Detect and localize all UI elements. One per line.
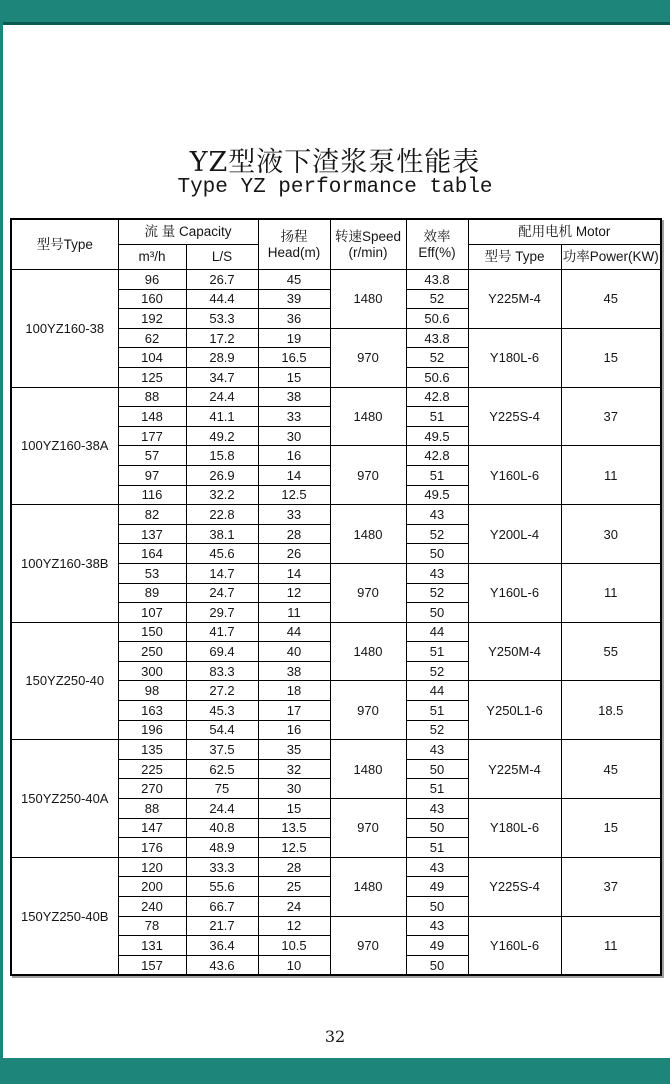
capacity-ls-cell: 41.7: [186, 622, 258, 642]
capacity-m3h-cell: 176: [118, 838, 186, 858]
capacity-m3h-cell: 96: [118, 270, 186, 290]
head-cell: 33: [258, 407, 330, 427]
header-capacity-ls: L/S: [186, 245, 258, 270]
model-cell: 100YZ160-38A: [11, 387, 118, 505]
capacity-m3h-cell: 135: [118, 740, 186, 760]
capacity-m3h-cell: 88: [118, 799, 186, 819]
bottom-border-band: [0, 1058, 670, 1084]
head-cell: 11: [258, 603, 330, 623]
motor-power-cell: 18.5: [561, 681, 661, 740]
eff-cell: 51: [406, 465, 468, 485]
page-number: 32: [324, 1027, 346, 1046]
head-cell: 33: [258, 505, 330, 525]
head-cell: 19: [258, 328, 330, 348]
eff-cell: 51: [406, 407, 468, 427]
speed-cell: 970: [330, 916, 406, 975]
speed-cell: 1480: [330, 857, 406, 916]
header-motor-power: 功率Power(KW): [561, 245, 661, 270]
motor-power-cell: 11: [561, 563, 661, 622]
capacity-m3h-cell: 53: [118, 563, 186, 583]
header-head-line1: 扬程: [280, 228, 308, 244]
head-cell: 18: [258, 681, 330, 701]
capacity-ls-cell: 14.7: [186, 563, 258, 583]
head-cell: 38: [258, 661, 330, 681]
header-row-1: [11, 219, 661, 245]
capacity-ls-cell: 29.7: [186, 603, 258, 623]
eff-cell: 50: [406, 818, 468, 838]
table-row: [11, 270, 661, 290]
capacity-ls-cell: 24.7: [186, 583, 258, 603]
motor-power-cell: 15: [561, 328, 661, 387]
capacity-m3h-cell: 163: [118, 701, 186, 721]
head-cell: 30: [258, 779, 330, 799]
capacity-m3h-cell: 107: [118, 603, 186, 623]
capacity-ls-cell: 26.9: [186, 465, 258, 485]
header-speed-line1: 转速Speed: [334, 228, 402, 244]
header-speed: [330, 219, 406, 270]
capacity-m3h-cell: 250: [118, 642, 186, 662]
head-cell: 10.5: [258, 936, 330, 956]
capacity-ls-cell: 34.7: [186, 367, 258, 387]
speed-cell: 970: [330, 681, 406, 740]
capacity-ls-cell: 69.4: [186, 642, 258, 662]
head-cell: 14: [258, 563, 330, 583]
motor-model-cell: Y250L1-6: [468, 681, 561, 740]
speed-cell: 970: [330, 799, 406, 858]
capacity-m3h-cell: 137: [118, 524, 186, 544]
eff-cell: 52: [406, 289, 468, 309]
motor-power-cell: 30: [561, 505, 661, 564]
head-cell: 26: [258, 544, 330, 564]
capacity-m3h-cell: 57: [118, 446, 186, 466]
motor-model-cell: Y225S-4: [468, 857, 561, 916]
eff-cell: 52: [406, 348, 468, 368]
head-cell: 12.5: [258, 485, 330, 505]
eff-cell: 49.5: [406, 426, 468, 446]
capacity-m3h-cell: 225: [118, 759, 186, 779]
capacity-ls-cell: 21.7: [186, 916, 258, 936]
eff-cell: 43.8: [406, 328, 468, 348]
head-cell: 14: [258, 465, 330, 485]
eff-cell: 43.8: [406, 270, 468, 290]
capacity-m3h-cell: 89: [118, 583, 186, 603]
eff-cell: 51: [406, 779, 468, 799]
capacity-ls-cell: 53.3: [186, 309, 258, 329]
capacity-m3h-cell: 62: [118, 328, 186, 348]
header-motor-group: 配用电机 Motor: [468, 219, 661, 245]
capacity-m3h-cell: 104: [118, 348, 186, 368]
header-eff: [406, 219, 468, 270]
head-cell: 30: [258, 426, 330, 446]
model-cell: 150YZ250-40: [11, 622, 118, 740]
head-cell: 44: [258, 622, 330, 642]
table-row: [11, 387, 661, 407]
eff-cell: 42.8: [406, 446, 468, 466]
capacity-m3h-cell: 147: [118, 818, 186, 838]
capacity-ls-cell: 66.7: [186, 897, 258, 917]
motor-model-cell: Y160L-6: [468, 446, 561, 505]
header-motor-model: 型号 Type: [468, 245, 561, 270]
eff-cell: 44: [406, 622, 468, 642]
head-cell: 38: [258, 387, 330, 407]
motor-power-cell: 37: [561, 387, 661, 446]
capacity-m3h-cell: 240: [118, 897, 186, 917]
capacity-ls-cell: 83.3: [186, 661, 258, 681]
capacity-m3h-cell: 200: [118, 877, 186, 897]
head-cell: 12.5: [258, 838, 330, 858]
model-cell: 150YZ250-40A: [11, 740, 118, 858]
capacity-ls-cell: 24.4: [186, 387, 258, 407]
head-cell: 16: [258, 446, 330, 466]
motor-model-cell: Y225M-4: [468, 270, 561, 329]
capacity-m3h-cell: 300: [118, 661, 186, 681]
head-cell: 28: [258, 857, 330, 877]
motor-power-cell: 11: [561, 446, 661, 505]
motor-power-cell: 45: [561, 740, 661, 799]
eff-cell: 50.6: [406, 367, 468, 387]
eff-cell: 51: [406, 642, 468, 662]
motor-power-cell: 55: [561, 622, 661, 681]
motor-model-cell: Y225M-4: [468, 740, 561, 799]
motor-model-cell: Y160L-6: [468, 563, 561, 622]
eff-cell: 49.5: [406, 485, 468, 505]
eff-cell: 43: [406, 563, 468, 583]
head-cell: 17: [258, 701, 330, 721]
eff-cell: 43: [406, 505, 468, 525]
eff-cell: 50: [406, 544, 468, 564]
capacity-m3h-cell: 125: [118, 367, 186, 387]
capacity-ls-cell: 43.6: [186, 955, 258, 975]
head-cell: 45: [258, 270, 330, 290]
performance-table-body: [11, 270, 661, 976]
head-cell: 15: [258, 367, 330, 387]
eff-cell: 42.8: [406, 387, 468, 407]
model-cell: 150YZ250-40B: [11, 857, 118, 975]
head-cell: 12: [258, 583, 330, 603]
motor-power-cell: 11: [561, 916, 661, 975]
capacity-m3h-cell: 98: [118, 681, 186, 701]
motor-power-cell: 45: [561, 270, 661, 329]
capacity-ls-cell: 17.2: [186, 328, 258, 348]
head-cell: 35: [258, 740, 330, 760]
head-cell: 39: [258, 289, 330, 309]
capacity-ls-cell: 55.6: [186, 877, 258, 897]
eff-cell: 49: [406, 877, 468, 897]
capacity-m3h-cell: 148: [118, 407, 186, 427]
eff-cell: 43: [406, 916, 468, 936]
capacity-m3h-cell: 116: [118, 485, 186, 505]
motor-model-cell: Y180L-6: [468, 799, 561, 858]
capacity-ls-cell: 33.3: [186, 857, 258, 877]
table-row: [11, 740, 661, 760]
motor-model-cell: Y180L-6: [468, 328, 561, 387]
page-title-chinese: YZ型液下渣浆泵性能表: [189, 147, 481, 178]
capacity-m3h-cell: 120: [118, 857, 186, 877]
motor-model-cell: Y200L-4: [468, 505, 561, 564]
table-row: [11, 622, 661, 642]
eff-cell: 51: [406, 838, 468, 858]
head-cell: 24: [258, 897, 330, 917]
table-row: [11, 857, 661, 877]
capacity-ls-cell: 44.4: [186, 289, 258, 309]
capacity-ls-cell: 75: [186, 779, 258, 799]
eff-cell: 52: [406, 524, 468, 544]
capacity-m3h-cell: 150: [118, 622, 186, 642]
performance-table-header: [11, 219, 661, 270]
eff-cell: 50.6: [406, 309, 468, 329]
capacity-m3h-cell: 196: [118, 720, 186, 740]
top-border-band: [0, 0, 670, 25]
eff-cell: 49: [406, 936, 468, 956]
model-cell: 100YZ160-38: [11, 270, 118, 388]
capacity-m3h-cell: 82: [118, 505, 186, 525]
header-speed-line2: (r/min): [348, 244, 388, 260]
capacity-m3h-cell: 157: [118, 955, 186, 975]
speed-cell: 970: [330, 328, 406, 387]
performance-table: [10, 218, 662, 976]
header-head: [258, 219, 330, 270]
capacity-m3h-cell: 78: [118, 916, 186, 936]
eff-cell: 50: [406, 897, 468, 917]
eff-cell: 44: [406, 681, 468, 701]
header-eff-line2: Eff(%): [418, 244, 456, 260]
capacity-ls-cell: 38.1: [186, 524, 258, 544]
motor-model-cell: Y225S-4: [468, 387, 561, 446]
page-title-english: Type YZ performance table: [177, 176, 493, 199]
speed-cell: 1480: [330, 622, 406, 681]
capacity-ls-cell: 15.8: [186, 446, 258, 466]
head-cell: 16.5: [258, 348, 330, 368]
motor-model-cell: Y250M-4: [468, 622, 561, 681]
eff-cell: 50: [406, 955, 468, 975]
head-cell: 36: [258, 309, 330, 329]
capacity-m3h-cell: 160: [118, 289, 186, 309]
eff-cell: 50: [406, 603, 468, 623]
capacity-ls-cell: 40.8: [186, 818, 258, 838]
capacity-ls-cell: 54.4: [186, 720, 258, 740]
capacity-ls-cell: 37.5: [186, 740, 258, 760]
eff-cell: 52: [406, 720, 468, 740]
head-cell: 32: [258, 759, 330, 779]
capacity-ls-cell: 48.9: [186, 838, 258, 858]
head-cell: 16: [258, 720, 330, 740]
capacity-ls-cell: 22.8: [186, 505, 258, 525]
head-cell: 25: [258, 877, 330, 897]
capacity-m3h-cell: 88: [118, 387, 186, 407]
speed-cell: 1480: [330, 740, 406, 799]
eff-cell: 43: [406, 857, 468, 877]
head-cell: 28: [258, 524, 330, 544]
eff-cell: 43: [406, 740, 468, 760]
capacity-ls-cell: 45.6: [186, 544, 258, 564]
eff-cell: 52: [406, 661, 468, 681]
capacity-ls-cell: 41.1: [186, 407, 258, 427]
capacity-ls-cell: 26.7: [186, 270, 258, 290]
head-cell: 13.5: [258, 818, 330, 838]
capacity-m3h-cell: 97: [118, 465, 186, 485]
motor-power-cell: 15: [561, 799, 661, 858]
capacity-m3h-cell: 270: [118, 779, 186, 799]
capacity-ls-cell: 28.9: [186, 348, 258, 368]
eff-cell: 50: [406, 759, 468, 779]
motor-power-cell: 37: [561, 857, 661, 916]
capacity-ls-cell: 32.2: [186, 485, 258, 505]
capacity-m3h-cell: 177: [118, 426, 186, 446]
table-row: [11, 505, 661, 525]
capacity-m3h-cell: 164: [118, 544, 186, 564]
header-capacity-m3h: m³/h: [118, 245, 186, 270]
motor-model-cell: Y160L-6: [468, 916, 561, 975]
capacity-ls-cell: 62.5: [186, 759, 258, 779]
speed-cell: 1480: [330, 270, 406, 329]
capacity-ls-cell: 27.2: [186, 681, 258, 701]
head-cell: 15: [258, 799, 330, 819]
head-cell: 10: [258, 955, 330, 975]
head-cell: 40: [258, 642, 330, 662]
header-capacity: 流 量 Capacity: [118, 219, 258, 245]
eff-cell: 51: [406, 701, 468, 721]
head-cell: 12: [258, 916, 330, 936]
header-eff-line1: 效率: [423, 228, 451, 244]
model-cell: 100YZ160-38B: [11, 505, 118, 623]
capacity-m3h-cell: 131: [118, 936, 186, 956]
speed-cell: 1480: [330, 505, 406, 564]
speed-cell: 970: [330, 563, 406, 622]
capacity-m3h-cell: 192: [118, 309, 186, 329]
header-head-line2: Head(m): [267, 244, 321, 260]
capacity-ls-cell: 24.4: [186, 799, 258, 819]
eff-cell: 52: [406, 583, 468, 603]
capacity-ls-cell: 45.3: [186, 701, 258, 721]
capacity-ls-cell: 36.4: [186, 936, 258, 956]
speed-cell: 1480: [330, 387, 406, 446]
speed-cell: 970: [330, 446, 406, 505]
header-model: 型号Type: [11, 219, 118, 270]
capacity-ls-cell: 49.2: [186, 426, 258, 446]
eff-cell: 43: [406, 799, 468, 819]
